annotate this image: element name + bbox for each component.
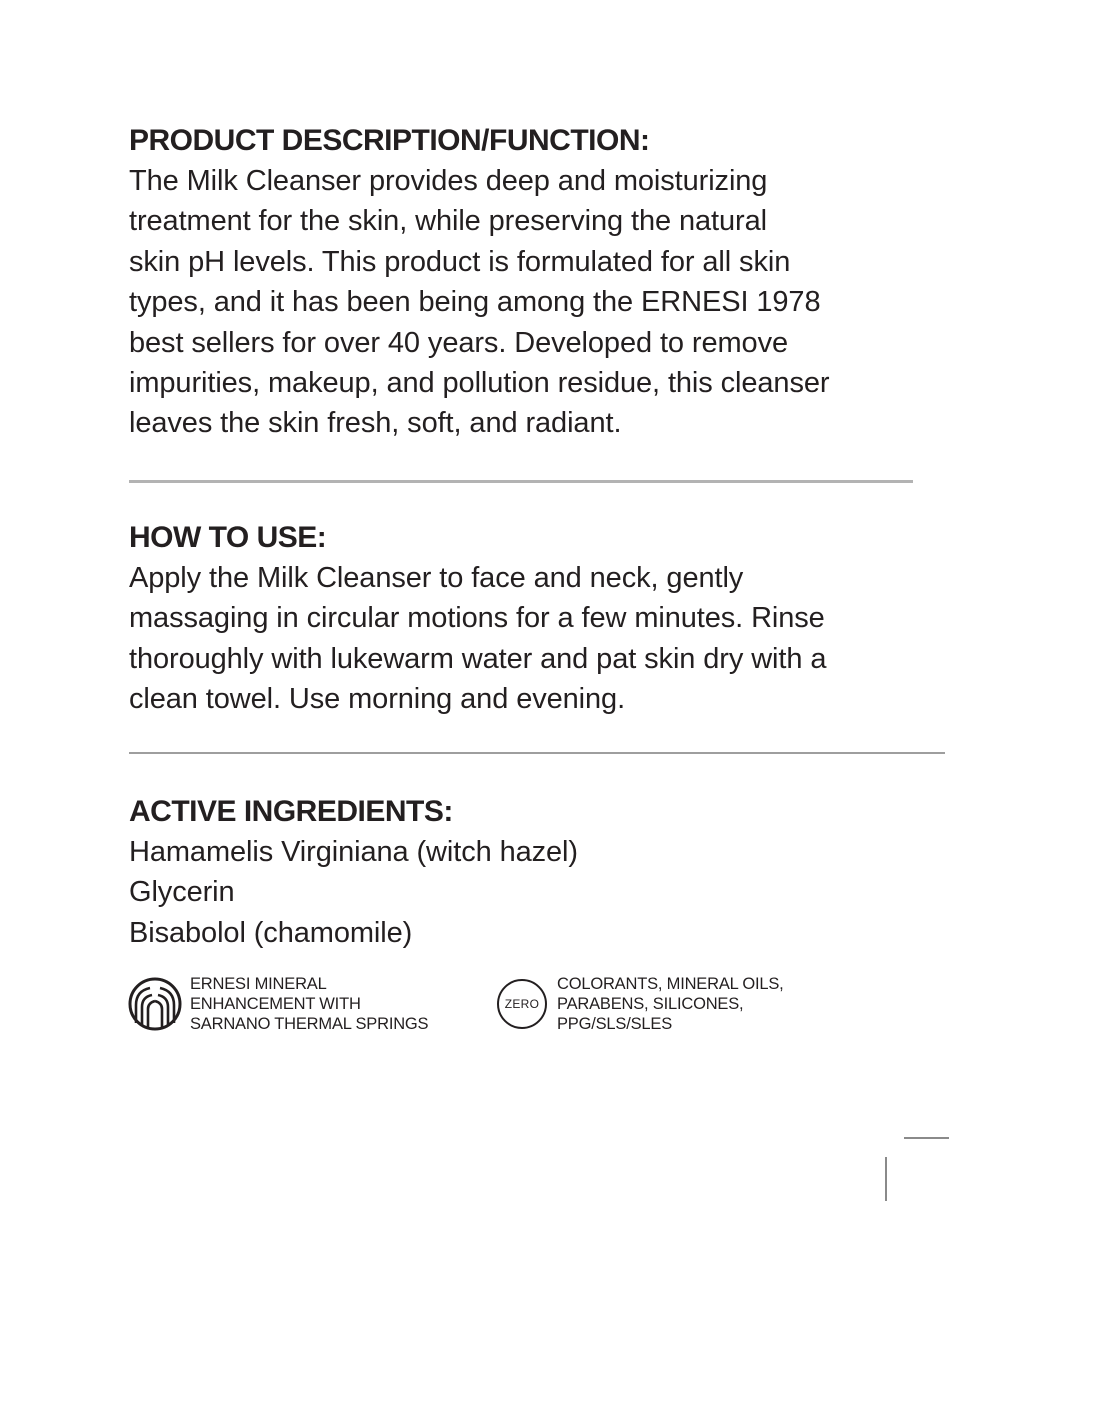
ingredients-list (129, 832, 578, 953)
zero-badge-line: COLORANTS, MINERAL OILS, (557, 975, 784, 993)
description-line: treatment for the skin, while preserving the natural (129, 205, 767, 238)
product-description-section (129, 121, 829, 444)
zero-ingredients-badge (497, 974, 784, 1034)
zero-badge-text (557, 974, 784, 1034)
zero-badge-line: PPG/SLS/SLES (557, 1015, 672, 1033)
mineral-enhancement-badge (128, 974, 428, 1034)
active-ingredients-heading: ACTIVE INGREDIENTS: (129, 795, 453, 828)
how-to-use-line: massaging in circular motions for a few minutes. Rinse (129, 602, 825, 635)
section-divider (129, 752, 945, 754)
description-line: types, and it has been being among the ERNESI 1978 (129, 286, 821, 319)
mineral-badge-text (190, 974, 428, 1034)
active-ingredients-section (129, 792, 578, 953)
product-description-text (129, 161, 829, 444)
description-line: impurities, makeup, and pollution residue, this cleanser (129, 367, 830, 400)
mineral-badge-line: SARNANO THERMAL SPRINGS (190, 1015, 429, 1033)
how-to-use-line: clean towel. Use morning and evening. (129, 683, 626, 716)
ingredient-item: Hamamelis Virginiana (witch hazel) (129, 836, 578, 868)
description-line: best sellers for over 40 years. Developed to remove (129, 326, 788, 359)
crop-mark-vertical (885, 1157, 887, 1201)
how-to-use-line: Apply the Milk Cleanser to face and neck, gently (129, 562, 744, 594)
how-to-use-text (129, 558, 826, 720)
crop-mark-horizontal (904, 1137, 949, 1139)
description-line: skin pH levels. This product is formulated for all skin (129, 245, 791, 278)
how-to-use-line: thoroughly with lukewarm water and pat skin dry with a (129, 642, 827, 675)
ingredient-item: Glycerin (129, 876, 235, 909)
zero-icon-label: ZERO (504, 997, 540, 1011)
mineral-badge-line: ENHANCEMENT WITH (190, 995, 361, 1013)
how-to-use-heading: HOW TO USE: (129, 521, 327, 554)
ingredient-item: Bisabolol (chamomile) (129, 916, 413, 949)
mineral-badge-line: ERNESI MINERAL (190, 975, 327, 993)
thermal-springs-logo-icon (128, 977, 182, 1031)
zero-circle-icon (497, 979, 547, 1029)
section-divider (129, 480, 913, 483)
how-to-use-section (129, 518, 826, 720)
zero-badge-line: PARABENS, SILICONES, (557, 995, 744, 1013)
description-line: leaves the skin fresh, soft, and radiant. (129, 407, 622, 440)
description-line: The Milk Cleanser provides deep and moisturizing (129, 165, 768, 197)
product-description-heading: PRODUCT DESCRIPTION/FUNCTION: (129, 124, 650, 157)
